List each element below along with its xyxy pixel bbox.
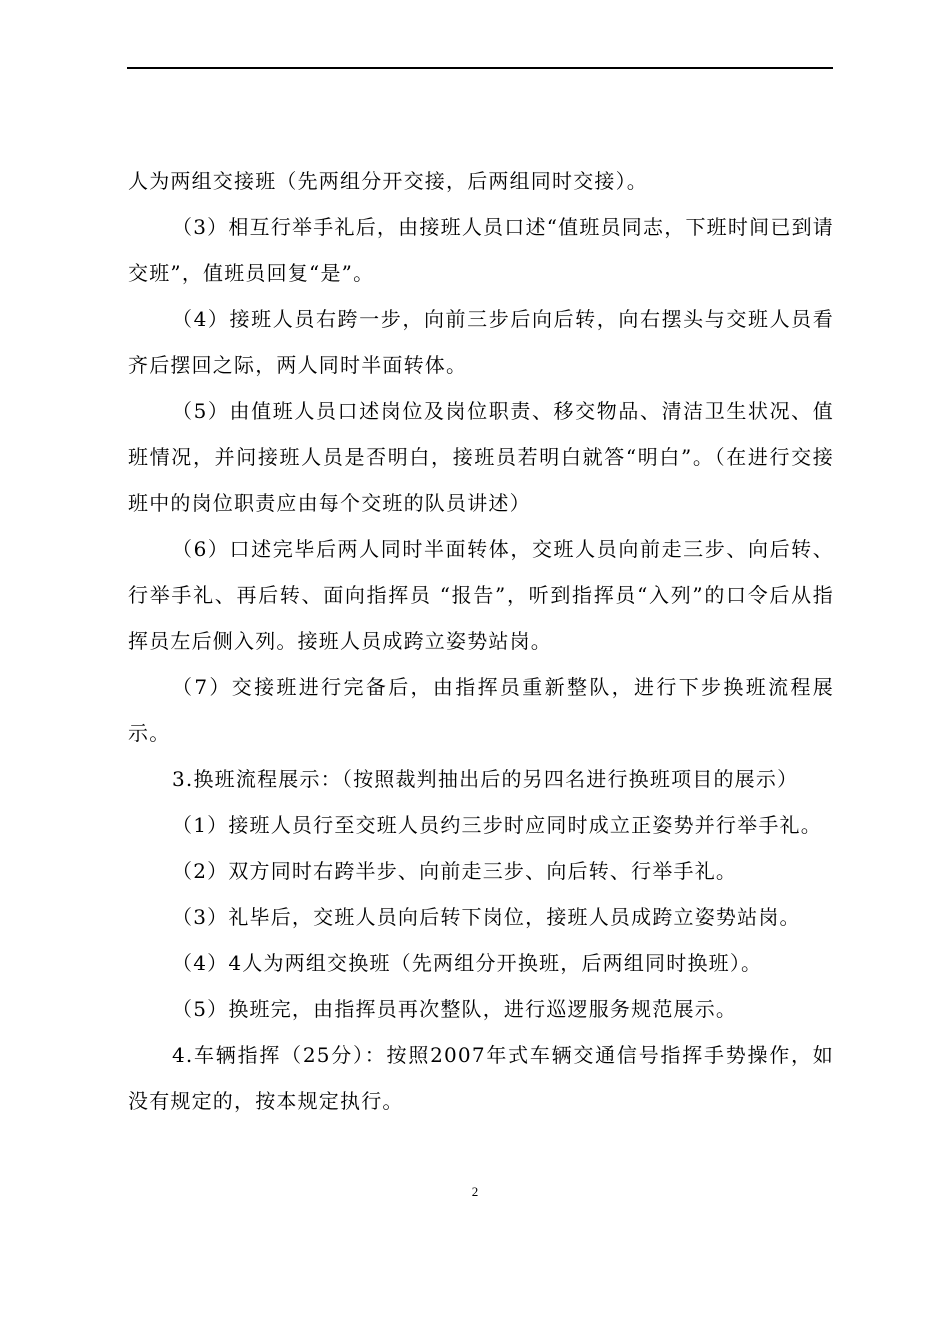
paragraph-item-6: （6）口述完毕后两人同时半面转体，交班人员向前走三步、向后转、行举手礼、再后转、面向指挥员 “报告”，听到指挥员“入列”的口令后从指挥员左后侧入列。接班人员成跨立姿势站岗。 [128, 537, 834, 653]
shift-item-5: （5）换班完，由指挥员再次整队，进行巡逻服务规范展示。 [172, 997, 738, 1021]
paragraph-item-4: （4）接班人员右跨一步，向前三步后向后转，向右摆头与交班人员看齐后摆回之际，两人同时半面转体。 [128, 307, 834, 377]
shift-item-4: （4）4人为两组交换班（先两组分开换班，后两组同时换班）。 [172, 951, 763, 975]
shift-item-2: （2）双方同时右跨半步、向前走三步、向后转、行举手礼。 [172, 859, 738, 883]
shift-item-1: （1）接班人员行至交班人员约三步时应同时成立正姿势并行举手礼。 [172, 813, 822, 837]
header-rule [127, 67, 833, 69]
paragraph-continuation: 人为两组交接班（先两组分开交接，后两组同时交接）。 [128, 169, 648, 193]
paragraph-item-5: （5）由值班人员口述岗位及岗位职责、移交物品、清洁卫生状况、值班情况，并问接班人员是否明白，接班员若明白就答“明白”。（在进行交接班中的岗位职责应由每个交班的队员讲述） [128, 399, 834, 515]
shift-item-3: （3）礼毕后，交班人员向后转下岗位，接班人员成跨立姿势站岗。 [172, 905, 801, 929]
section-heading-vehicle-direction: 4.车辆指挥（25分）：按照2007年式车辆交通信号指挥手势操作，如没有规定的，按本规定执行。 [128, 1043, 834, 1113]
section-heading-shift-change: 3.换班流程展示：（按照裁判抽出后的另四名进行换班项目的展示） [172, 767, 799, 791]
paragraph-item-7: （7）交接班进行完备后，由指挥员重新整队，进行下步换班流程展示。 [128, 675, 834, 745]
document-body [128, 158, 834, 1124]
page-number: 2 [471, 1184, 479, 1199]
paragraph-item-3: （3）相互行举手礼后，由接班人员口述“值班员同志，下班时间已到请交班”，值班员回复“是”。 [128, 215, 834, 285]
